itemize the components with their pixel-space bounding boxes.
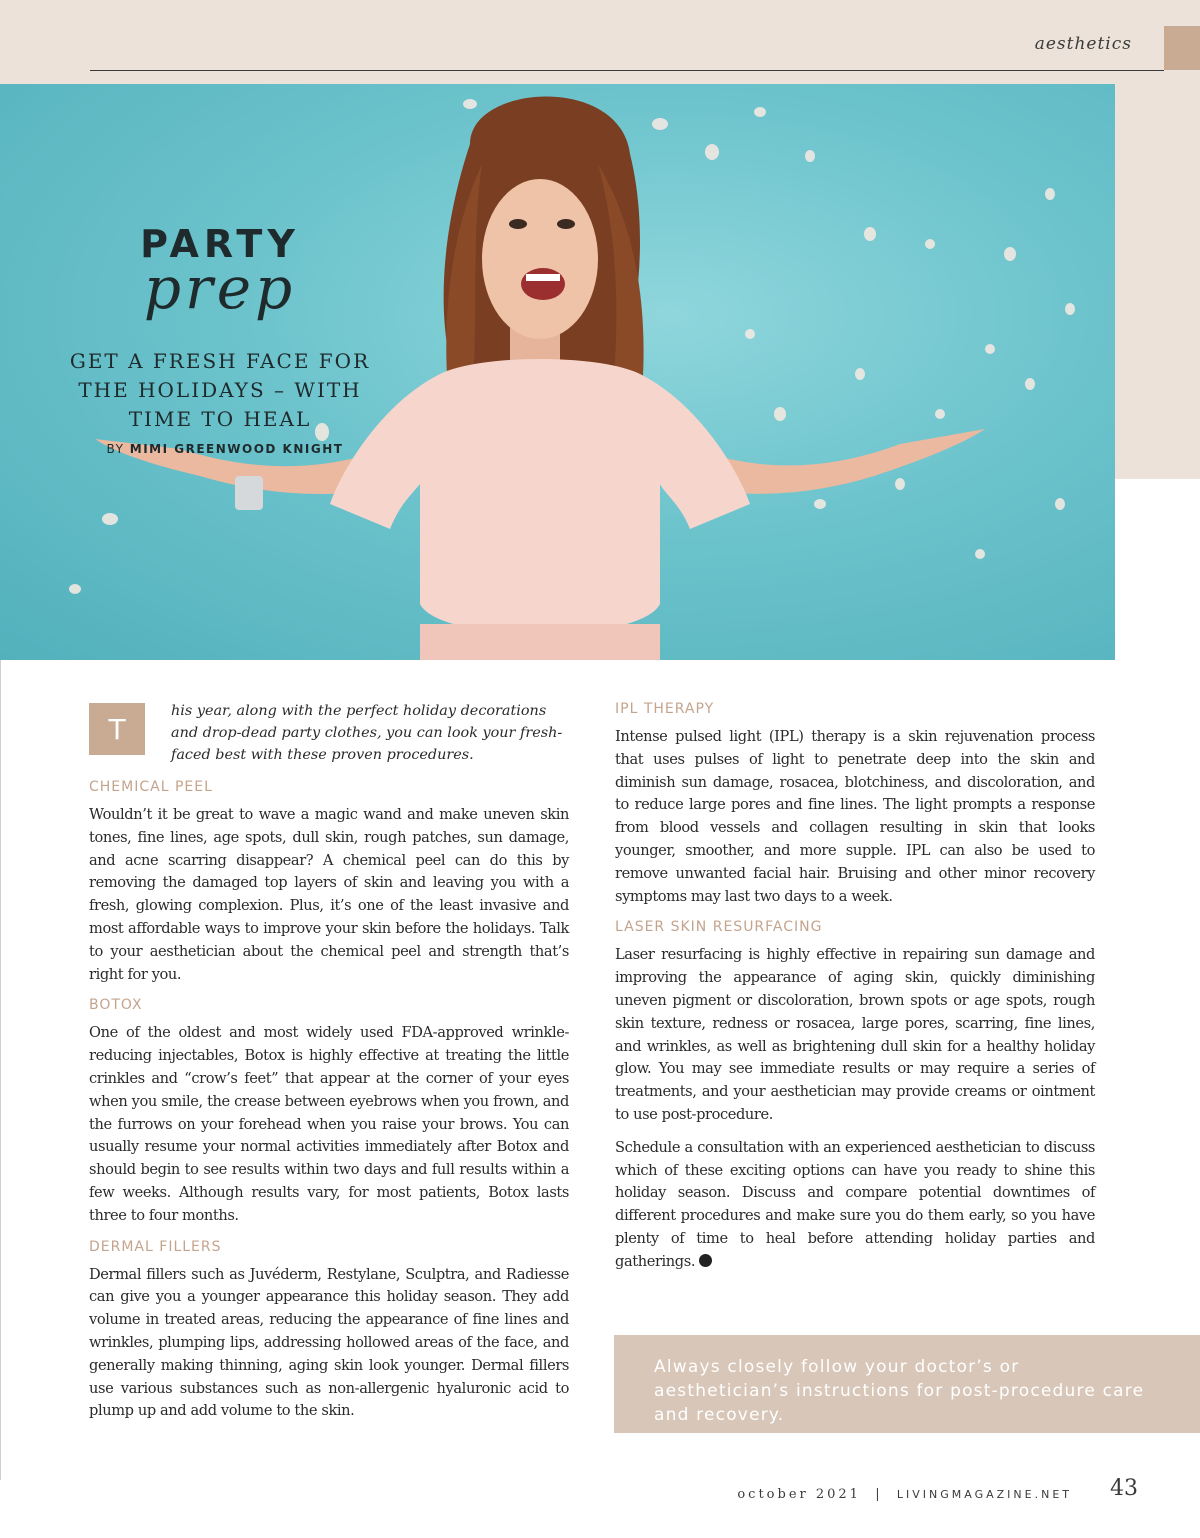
footer-date: october 2021 (737, 1487, 861, 1502)
text-chemical-peel: Wouldn’t it be great to wave a magic wand and make uneven skin tones, fine lines, age spots, dull skin, rough patches, sun damage, and acne scarring disappear? A chemical peel can do this by removing the damaged top layers of skin and leaving you with a fresh, glowing complexion. Plus, it’s one of the least invasive and most affordable ways to improve your skin before the holidays. Talk to your aesthetician about the chemical peel and strength that’s right for you. (89, 806, 569, 983)
side-panel (1115, 84, 1200, 479)
footer-site: LIVINGMAGAZINE.NET (896, 1488, 1072, 1501)
byline (60, 442, 390, 456)
page-edge (0, 660, 1, 1480)
heading-botox: BOTOX (89, 997, 143, 1014)
byline-prefix: BY (106, 442, 125, 456)
text-botox: One of the oldest and most widely used FDA-approved wrinkle-reducing injectables, Botox is highly effective at treating the little crinkles and “crow’s feet” that appear at the corner of your eyes when you smile, the crease between eyebrows when you frown, and the furrows on your forehead when you raise your brows. You can usually resume your normal activities immediately after Botox and should begin to see results within two days and full results within a few weeks. Although results vary, for most patients, Botox lasts three to four months. (89, 1024, 569, 1224)
closing-text: Schedule a consultation with an experienced aesthetician to discuss which of these exciting options can have you ready to shine this holiday season. Discuss and compare potential downtimes of different procedures and make sure you do them early, so you have plenty of time to heal before attending holiday parties and gatherings. (615, 1138, 1095, 1270)
end-mark-icon (699, 1254, 712, 1267)
section-tab (1164, 26, 1200, 70)
text-ipl: Intense pulsed light (IPL) therapy is a skin rejuvenation process that uses pulses of light to penetrate deep into the skin and diminish sun damage, rosacea, blotchiness, and discoloration, and to reduce large pores and fine lines. The light prompts a response from blood vessels and collagen resulting in skin that looks younger, smoother, and more supple. IPL can also be used to remove unwanted facial hair. Bruising and other minor recovery symptoms may last two days to a week. (615, 728, 1095, 905)
heading-chemical-peel: CHEMICAL PEEL (89, 779, 213, 795)
heading-ipl: IPL THERAPY (615, 701, 715, 717)
right-column (615, 700, 1095, 1284)
hero-subtitle: GET A FRESH FACE FOR THE HOLIDAYS – WITH TIME TO HEAL (69, 349, 371, 431)
heading-dermal-fillers: DERMAL FILLERS (89, 1238, 222, 1255)
text-dermal-fillers: Dermal fillers such as Juvéderm, Restylane, Sculptra, and Radiesse can give you a younger appearance this holiday season. They add volume in treated areas, reducing the appearance of fine lines and wrinkles, plumping lips, addressing hollowed areas of the face, and generally making thinning, aging skin look younger. Dermal fillers use various substances such as non-allergenic hyaluronic acid to plump up and add volume to the skin. (89, 1265, 569, 1420)
header-rule (90, 70, 1164, 71)
closing-paragraph (615, 1137, 1095, 1274)
hero-title: PARTY (140, 222, 300, 266)
footer (737, 1487, 1072, 1502)
heading-laser: LASER SKIN RESURFACING (615, 919, 823, 936)
text-laser: Laser resurfacing is highly effective in repairing sun damage and improving the appearance of aging skin, quickly diminishing uneven pigment or discoloration, brown spots or age spots, rough skin texture, redness or rosacea, large pores, scarring, fine lines, and wrinkles, as well as brightening dull skin for a healthy holiday glow. You may see immediate results or may require a series of treatments, and your aesthetician may provide creams or ointment to use post-procedure. (615, 946, 1095, 1123)
left-column (89, 700, 569, 1433)
callout-text: Always closely follow your doctor’s or aesthetician’s instructions for post-procedure care and recovery. (654, 1357, 1145, 1425)
drop-cap: T (89, 703, 145, 755)
callout-box (614, 1335, 1200, 1433)
page-number: 43 (1110, 1476, 1138, 1501)
hero-title-script: prep (143, 254, 297, 322)
footer-separator: | (875, 1487, 883, 1502)
header-band (0, 0, 1200, 84)
hero-image (0, 84, 1115, 660)
section-label: aesthetics (1034, 34, 1132, 54)
intro-text: his year, along with the perfect holiday decorations and drop-dead party clothes, you can look your fresh-faced best with these proven procedures. (171, 703, 563, 763)
byline-author: MIMI GREENWOOD KNIGHT (129, 442, 344, 456)
intro-block (89, 700, 569, 778)
